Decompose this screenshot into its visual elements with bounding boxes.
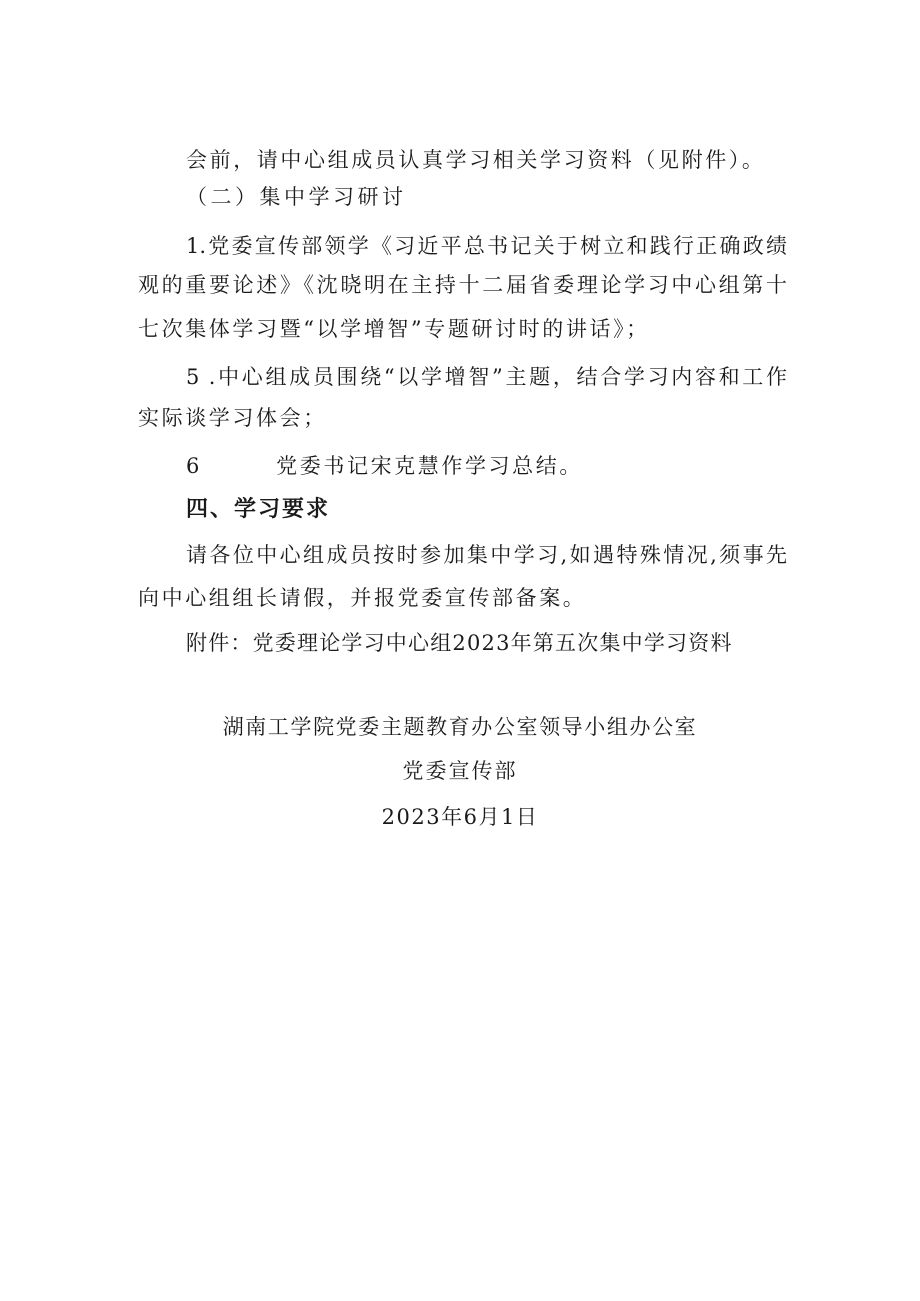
paragraph-line: 5 .中心组成员围绕“以学增智”主题，结合学习内容和工作 [186, 365, 787, 389]
paragraph-line: 实际谈学习体会； [138, 406, 327, 430]
attachment-note: 附件：党委理论学习中心组2023年第五次集中学习资料 [186, 631, 733, 655]
subsection-heading: （二）集中学习研讨 [186, 185, 407, 209]
signature-department: 党委宣传部 [402, 759, 518, 783]
paragraph-line: 1.党委宣传部领学《习近平总书记关于树立和践行正确政绩 [186, 234, 787, 258]
paragraph-line: 6 党委书记宋克慧作学习总结。 [186, 454, 583, 478]
paragraph-line: 七次集体学习暨“以学增智”专题研讨时的讲话》； [138, 317, 650, 341]
signature-office: 湖南工学院党委主题教育办公室领导小组办公室 [222, 715, 698, 739]
paragraph-line: 会前，请中心组成员认真学习相关学习资料（见附件）。 [186, 148, 766, 172]
paragraph-line: 向中心组组长请假，并报党委宣传部备案。 [138, 586, 587, 610]
section-heading: 四、学习要求 [186, 497, 331, 522]
paragraph-line: 观的重要论述》《沈晓明在主持十二届省委理论学习中心组第十 [138, 273, 787, 297]
paragraph-line: 请各位中心组成员按时参加集中学习,如遇特殊情况,须事先 [186, 543, 787, 567]
signature-date: 2023年6月1日 [381, 805, 539, 829]
